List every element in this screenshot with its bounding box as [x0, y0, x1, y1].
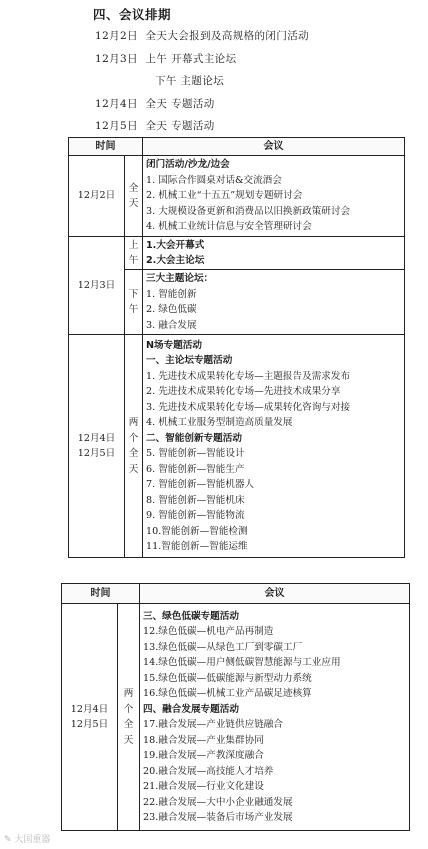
meeting-item: 4. 机械工业服务型制造高质量发展 — [146, 417, 293, 428]
date-cell: 12月2日 — [69, 156, 125, 237]
duration-cell: 全 天 — [125, 156, 143, 237]
meeting-item: 1. 国际合作圆桌对话&交流酒会 — [146, 174, 282, 186]
meeting-item: 2. 绿色低碳 — [146, 304, 197, 315]
header-time: 时间 — [69, 138, 143, 156]
meeting-item: 12.绿色低碳—机电产品再制造 — [143, 626, 274, 637]
meeting-item: 9. 智能创新—智能物流 — [146, 510, 245, 521]
section-title: 四、会议排期 — [93, 7, 172, 22]
header-time: 时间 — [62, 584, 140, 604]
meeting-item: 1. 先进技术成果转化专场—主题报告及需求发布 — [146, 370, 351, 382]
meeting-item: 1. 智能创新 — [146, 288, 197, 300]
schedule-line: 12月3日 上午 开幕式主论坛 — [95, 53, 237, 65]
duration-cell: 两 个 全 天 — [125, 335, 143, 558]
duration-cell: 上 午 — [125, 237, 143, 270]
meeting-heading: N场专题活动 — [146, 339, 202, 351]
meeting-heading: 一、主论坛专题活动 — [146, 355, 233, 366]
meeting-item: 13.绿色低碳—从绿色工厂到零碳工厂 — [143, 641, 303, 653]
table-row — [62, 604, 410, 831]
meeting-item: 8. 智能创新—智能机床 — [146, 494, 245, 506]
meeting-item: 17.融合发展—产业链供应链融合 — [143, 719, 283, 730]
meeting-item: 22.融合发展—大中小企业融通发展 — [143, 796, 293, 808]
meeting-item: 1.大会开幕式 — [146, 239, 205, 251]
watermark-logo-icon: ✎ — [4, 835, 12, 845]
meeting-item: 18.融合发展—产业集群协同 — [143, 734, 264, 746]
meeting-item: 3. 融合发展 — [146, 319, 197, 331]
schedule-line: 12月5日 全天 专题活动 — [95, 120, 215, 132]
agenda-table-1 — [68, 137, 405, 558]
meeting-item: 20.融合发展—高技能人才培养 — [143, 765, 274, 777]
header-meeting: 会议 — [143, 138, 405, 156]
meeting-item: 3. 大规模设备更新和消费品以旧换新政策研讨会 — [146, 205, 351, 217]
meeting-item: 2.大会主论坛 — [146, 255, 205, 266]
meeting-item: 2. 先进技术成果转化专场—先进技术成果分享 — [146, 386, 341, 397]
schedule-line: 下午 主题论坛 — [155, 75, 225, 87]
meeting-cell — [143, 156, 405, 237]
schedule-line: 12月4日 全天 专题活动 — [95, 98, 215, 110]
meeting-heading: 四、融合发展专题活动 — [143, 703, 239, 715]
table-row — [69, 156, 405, 237]
meeting-item: 23.融合发展—装备后市场产业发展 — [143, 812, 293, 823]
meeting-cell — [143, 270, 405, 335]
date-cell: 12月4日 12月5日 — [69, 335, 125, 558]
date-cell: 12月3日 — [69, 237, 125, 335]
meeting-item: 4. 机械工业统计信息与安全管理研讨会 — [146, 221, 312, 233]
meeting-cell — [143, 335, 405, 558]
meeting-item: 11.智能创新—智能运维 — [146, 541, 248, 552]
meeting-heading: 二、智能创新专题活动 — [146, 432, 242, 444]
meeting-item: 10.智能创新—智能检测 — [146, 525, 248, 537]
meeting-item: 15.绿色低碳—低碳能源与新型动力系统 — [143, 672, 312, 684]
meeting-item: 21.融合发展—行业文化建设 — [143, 781, 264, 792]
header-meeting: 会议 — [140, 584, 410, 604]
meeting-heading: 三大主题论坛： — [146, 273, 214, 284]
meeting-item: 14.绿色低碳—用户侧低碳智慧能源与工业应用 — [143, 657, 341, 668]
meeting-item: 5. 智能创新—智能设计 — [146, 448, 245, 459]
table-header-row — [62, 584, 410, 604]
meeting-cell — [140, 604, 410, 831]
table-row — [69, 237, 405, 270]
duration-cell: 两 个 全 天 — [118, 604, 140, 831]
meeting-item: 3. 先进技术成果转化专场—成果转化咨询与对接 — [146, 401, 351, 413]
meeting-item: 16.绿色低碳—机械工业产品碳足迹核算 — [143, 688, 312, 699]
table-row — [69, 335, 405, 558]
meeting-heading: 三、绿色低碳专题活动 — [143, 610, 239, 622]
meeting-item: 7. 智能创新—智能机器人 — [146, 479, 255, 490]
meeting-heading: 闭门活动/沙龙/边会 — [146, 159, 230, 171]
schedule-line: 12月2日 全天大会报到及高规格的闭门活动 — [95, 30, 310, 42]
duration-cell: 下 午 — [125, 270, 143, 335]
watermark: ✎ 大国重器 — [4, 835, 51, 845]
meeting-item: 19.融合发展—产教深度融合 — [143, 750, 264, 761]
table-header-row — [69, 138, 405, 156]
date-cell: 12月4日 12月5日 — [62, 604, 118, 831]
meeting-item: 6. 智能创新—智能生产 — [146, 463, 245, 475]
agenda-table-2 — [61, 583, 410, 831]
meeting-cell — [143, 237, 405, 270]
meeting-item: 2. 机械工业“十五五”规划专题研讨会 — [146, 190, 303, 202]
